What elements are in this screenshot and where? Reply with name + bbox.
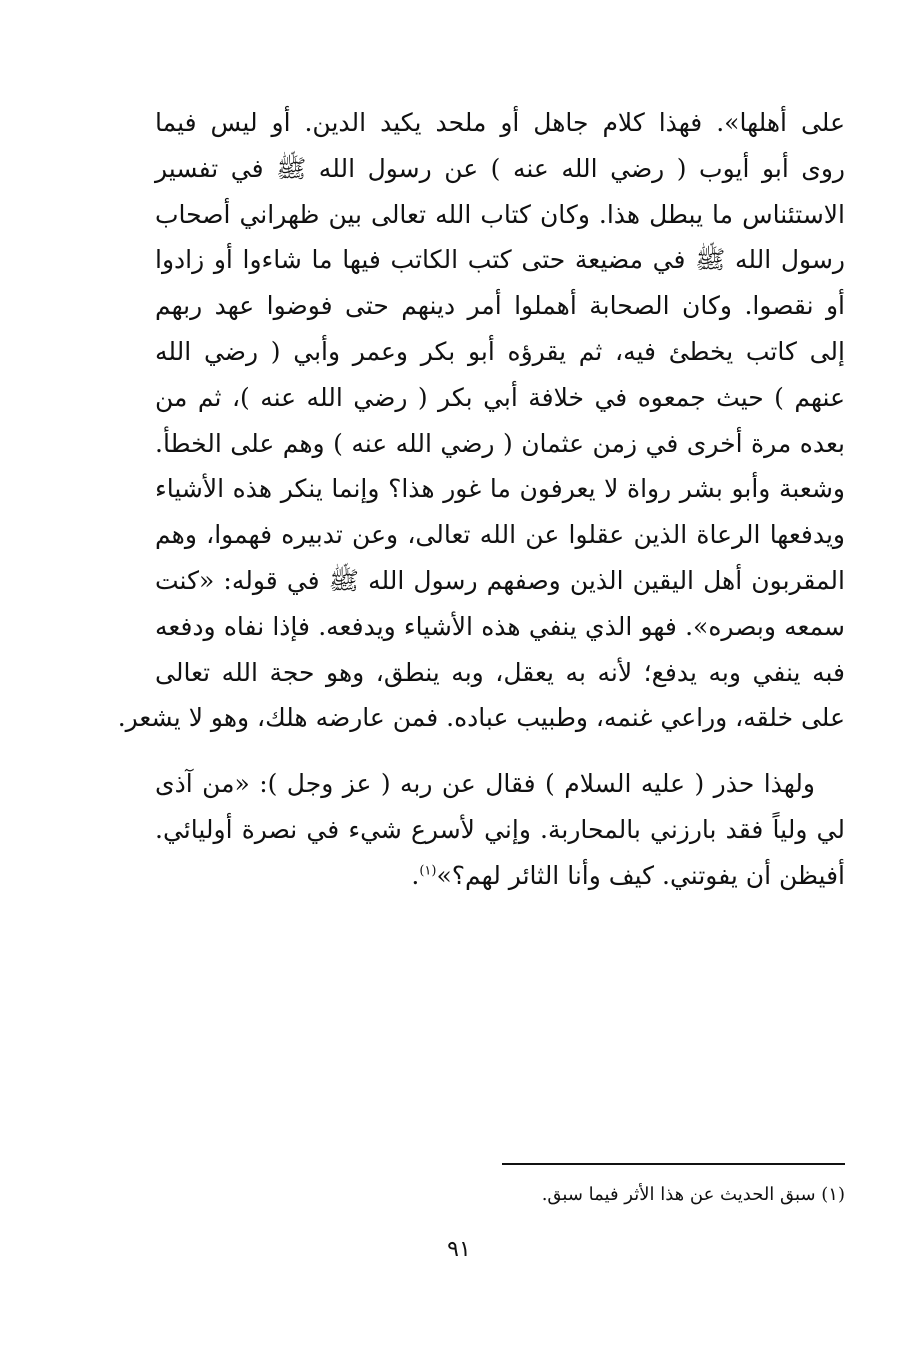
main-text [117,100,845,899]
footnote-separator [502,1163,845,1165]
page-number: ٩١ [447,1237,471,1262]
text-line: ولهذا حذر ( عليه السلام ) فقال عن ربه ( عز وجل ): «من آذى [155,769,815,799]
paragraph-2 [155,761,845,898]
text-line: لي ولياً فقد بارزني بالمحاربة. وإني لأسرع شيء في نصرة أوليائي. [155,814,845,844]
text-line: وشعبة وأبو بشر رواة لا يعرفون ما غور هذا؟ وإنما ينكر هذه الأشياء [155,474,845,504]
text-line-content: أفيظن أن يفوتني. كيف وأنا الثائر لهم؟» [436,860,845,890]
text-line: سمعه وبصره». فهو الذي ينفي هذه الأشياء ويدفعه. فإذا نفاه ودفعه [155,611,845,641]
text-line: على خلقه، وراعي غنمه، وطبيب عباده. فمن عارضه هلك، وهو لا يشعر. [117,703,845,733]
footnote-reference[interactable]: (١) [419,863,437,879]
text-line: أو نقصوا. وكان الصحابة أهملوا أمر دينهم حتى فوضوا عهد ربهم [155,291,845,321]
text-line: روى أبو أيوب ( رضي الله عنه ) عن رسول الله ﷺ في تفسير [155,153,845,183]
text-line: المقربون أهل اليقين الذين وصفهم رسول الله ﷺ في قوله: «كنت [155,565,845,595]
footnote: (١) سبق الحديث عن هذا الأثر فيما سبق. [541,1184,845,1205]
paragraph-1 [117,100,845,741]
text-line: بعده مرة أخرى في زمن عثمان ( رضي الله عنه ) وهم على الخطأ. [155,428,845,458]
text-line: عنهم ) حيث جمعوه في خلافة أبي بكر ( رضي الله عنه )، ثم من [155,382,845,412]
text-line: رسول الله ﷺ في مضيعة حتى كتب الكاتب فيها ما شاءوا أو زادوا [155,245,845,275]
text-line: أفيظن أن يفوتني. كيف وأنا الثائر لهم؟»$^{(١)}$. [411,860,845,890]
text-line: الاستئناس ما يبطل هذا. وكان كتاب الله تعالى بين ظهراني أصحاب [155,199,845,229]
text-line: على أهلها». فهذا كلام جاهل أو ملحد يكيد الدين. أو ليس فيما [155,108,845,137]
text-line: ويدفعها الرعاة الذين عقلوا عن الله تعالى، وعن تدبيره فهموا، وهم [155,520,845,550]
text-line: فبه ينفي وبه يدفع؛ لأنه به يعقل، وبه ينطق، وهو حجة الله تعالى [155,657,845,687]
text-line: إلى كاتب يخطئ فيه، ثم يقرؤه أبو بكر وعمر وأبي ( رضي الله [155,336,845,366]
